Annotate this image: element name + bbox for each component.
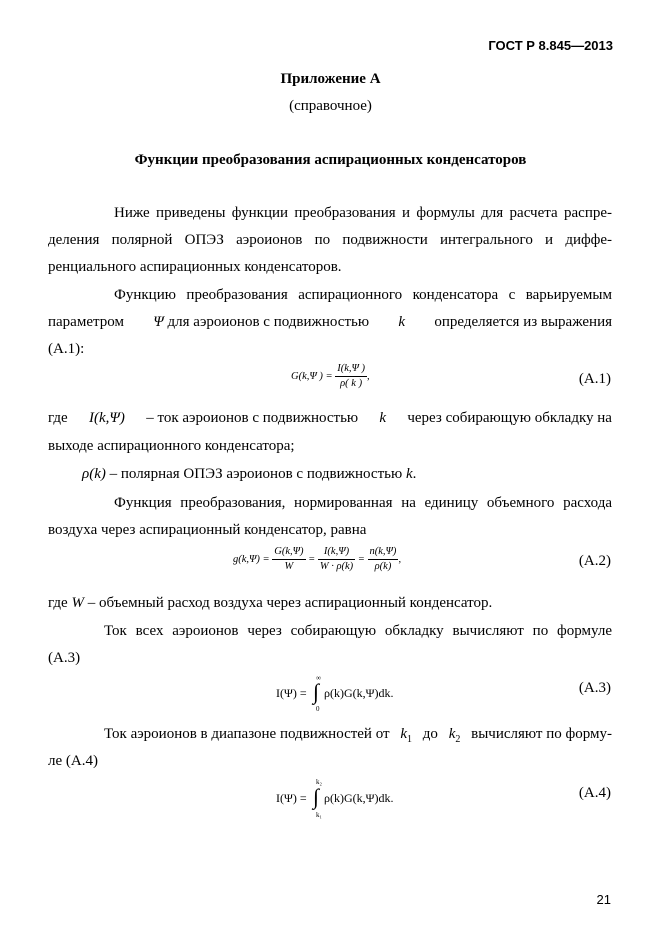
standard-number: ГОСТ Р 8.845—2013 bbox=[488, 38, 613, 53]
text-span: вычисляют по форму- bbox=[471, 726, 612, 742]
psi-symbol: Ψ для аэроионов с подвижностью bbox=[153, 314, 370, 330]
fraction: $\frac{I(k,\Psi )}{\rho( k )}$ bbox=[337, 363, 366, 389]
fraction: $\frac{n(k,\Psi)}{\rho(k)}$ bbox=[369, 546, 397, 572]
text-span: где bbox=[48, 410, 68, 426]
paragraph-line: ρ(k) – полярная ОПЭЗ аэроионов с подвижностью k. bbox=[82, 466, 417, 482]
paragraph-line: где W – объемный расход воздуха через аспирационный конденсатор. bbox=[48, 595, 493, 611]
text-span: параметром bbox=[48, 314, 124, 330]
equation-number: (А.2) bbox=[578, 553, 611, 569]
paragraph-line: Ток всех аэроионов через собирающую обкладку вычисляют по формуле bbox=[104, 623, 612, 639]
k-symbol: k bbox=[405, 466, 413, 482]
fraction: $\frac{G(k,\Psi)}{W}$ bbox=[274, 546, 304, 572]
equation-number: (А.1) bbox=[578, 371, 611, 387]
paragraph-line: ле (А.4) bbox=[48, 753, 98, 769]
rho-symbol: ρ(k) bbox=[82, 466, 106, 482]
current-symbol: I(k,Ψ) bbox=[88, 410, 125, 426]
appendix-title: Приложение А bbox=[280, 71, 381, 87]
k2-symbol: $k_2$ bbox=[448, 726, 461, 745]
paragraph-line: ренциального аспирационных конденсаторов. bbox=[48, 259, 342, 275]
text-span: через собирающую обкладку на bbox=[407, 410, 612, 426]
appendix-heading: Функции преобразования аспирационных конденсаторов bbox=[134, 152, 527, 168]
w-symbol: W bbox=[71, 595, 84, 611]
k1-symbol: $k_1$ bbox=[400, 726, 413, 745]
integral-upper-limit: ∞ bbox=[316, 674, 321, 682]
equation-number: (А.3) bbox=[578, 680, 611, 696]
equation-a2: g(k,Ψ) = $\frac{G(k,\Psi)}{W}$ = $\frac{I(k,\Psi)}{W \cdot \rho(k)}$ = $\frac{n(k,\Psi)}{\rho(k)}$ , bbox=[233, 546, 402, 572]
integral-sign: ∫ bbox=[313, 679, 320, 704]
paragraph-line bbox=[48, 405, 612, 431]
paragraph-line: выходе аспирационного конденсатора; bbox=[48, 438, 295, 454]
paragraph-line: (А.3) bbox=[48, 650, 81, 666]
k-symbol: k bbox=[379, 410, 387, 426]
text-span: Ток аэроионов в диапазоне подвижностей от bbox=[104, 726, 390, 742]
paragraph-line: воздуха через аспирационный конденсатор, равна bbox=[48, 522, 367, 538]
paragraph-line bbox=[104, 721, 612, 753]
equation-a1: G(k,Ψ ) = $\frac{I(k,\Psi )}{\rho( k )}$ , bbox=[291, 363, 370, 389]
equation-number: (А.4) bbox=[578, 785, 611, 801]
text-span: определяется из выражения bbox=[434, 314, 612, 330]
paragraph-line: деления полярной ОПЭЗ аэроионов по подвижности интегрального и диффе- bbox=[48, 232, 612, 248]
integral-lower-limit: 0 bbox=[316, 705, 320, 713]
fraction: $\frac{I(k,\Psi)}{W \cdot \rho(k)}$ bbox=[319, 546, 354, 572]
paragraph-line: Функцию преобразования аспирационного конденсатора с варьируемым bbox=[114, 287, 612, 303]
paragraph-line: (А.1): bbox=[48, 341, 85, 357]
integral-upper-limit: k₂ bbox=[316, 778, 322, 786]
integral-sign: ∫ bbox=[313, 784, 320, 809]
paragraph-line bbox=[48, 309, 612, 335]
text-span: до bbox=[422, 726, 438, 742]
appendix-subtitle: (справочное) bbox=[289, 98, 372, 114]
page-number: 21 bbox=[596, 892, 611, 907]
text-span: – ток аэроионов с подвижностью bbox=[146, 410, 359, 426]
paragraph-line: Ниже приведены функции преобразования и формулы для расчета распре- bbox=[114, 205, 612, 221]
k-symbol: k bbox=[398, 314, 406, 330]
paragraph-line: Функция преобразования, нормированная на единицу объемного расхода bbox=[114, 495, 612, 511]
integral-lower-limit: k₁ bbox=[316, 811, 322, 819]
